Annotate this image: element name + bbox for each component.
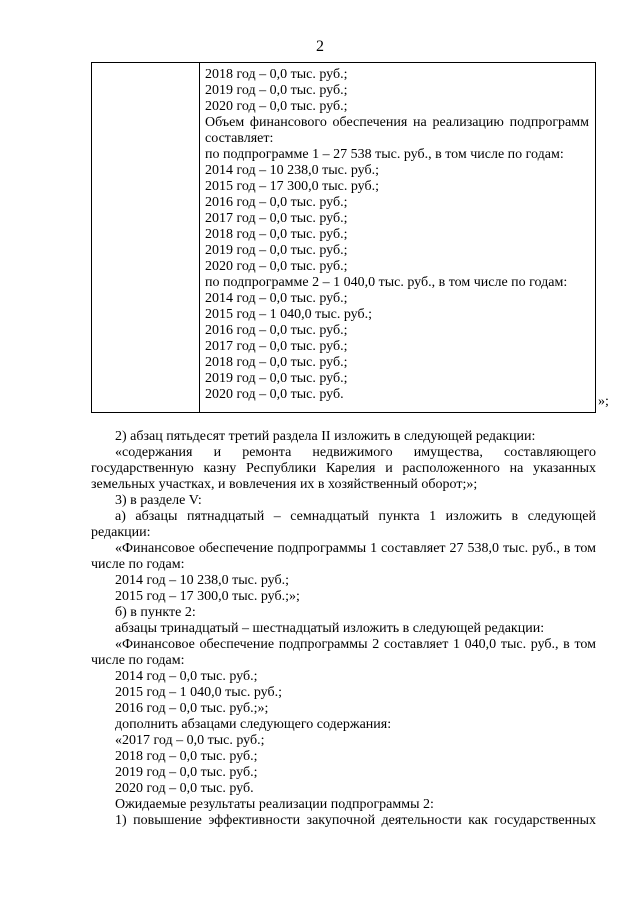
table-line: 2019 год – 0,0 тыс. руб.; [205, 83, 348, 98]
paragraph: 2016 год – 0,0 тыс. руб.;»; [115, 701, 269, 716]
table-line: 2015 год – 17 300,0 тыс. руб.; [205, 179, 379, 194]
paragraph: 2019 год – 0,0 тыс. руб.; [115, 765, 258, 780]
paragraph: б) в пункте 2: [115, 605, 196, 620]
table-line: 2016 год – 0,0 тыс. руб.; [205, 323, 348, 338]
paragraph: Ожидаемые результаты реализации подпрограммы 2: [115, 797, 434, 812]
table-line: Объем финансового обеспечения на реализацию подпрограмм [205, 115, 589, 130]
paragraph: 2020 год – 0,0 тыс. руб. [115, 781, 254, 796]
paragraph: 2018 год – 0,0 тыс. руб.; [115, 749, 258, 764]
table-cell-content [205, 67, 589, 403]
table-line: 2017 год – 0,0 тыс. руб.; [205, 211, 348, 226]
table-line: составляет: [205, 131, 274, 146]
paragraph: «Финансовое обеспечение подпрограммы 1 составляет 27 538,0 тыс. руб., в том числе по годам: [91, 541, 596, 572]
paragraph: 1) повышение эффективности закупочной деятельности как государственных [115, 813, 596, 828]
table-line: 2018 год – 0,0 тыс. руб.; [205, 227, 348, 242]
paragraph: «2017 год – 0,0 тыс. руб.; [115, 733, 265, 748]
table-line: 2015 год – 1 040,0 тыс. руб.; [205, 307, 372, 322]
paragraph: абзацы тринадцатый – шестнадцатый изложить в следующей редакции: [115, 621, 545, 636]
paragraph: 2015 год – 17 300,0 тыс. руб.;»; [115, 589, 300, 604]
table-line: 2014 год – 10 238,0 тыс. руб.; [205, 163, 379, 178]
body-text [91, 429, 596, 829]
table-line: 2019 год – 0,0 тыс. руб.; [205, 243, 348, 258]
paragraph: 2014 год – 10 238,0 тыс. руб.; [115, 573, 289, 588]
table-line: по подпрограмме 1 – 27 538 тыс. руб., в том числе по годам: [205, 147, 564, 162]
table-line: 2016 год – 0,0 тыс. руб.; [205, 195, 348, 210]
paragraph: 3) в разделе V: [115, 493, 202, 508]
table [91, 62, 596, 413]
table-line: 2020 год – 0,0 тыс. руб.; [205, 259, 348, 274]
paragraph: «содержания и ремонта недвижимого имущества, составляющего государственную казну Республики Карелия и расположенного на указанных земельных участках, и вовлечения их в хозяйственный оборот;»; [91, 445, 596, 492]
paragraph: 2) абзац пятьдесят третий раздела II изложить в следующей редакции: [115, 429, 536, 444]
table-line: 2014 год – 0,0 тыс. руб.; [205, 291, 348, 306]
page-number: 2 [316, 38, 324, 55]
paragraph: 2015 год – 1 040,0 тыс. руб.; [115, 685, 282, 700]
paragraph: а) абзацы пятнадцатый – семнадцатый пункта 1 изложить в следующей редакции: [91, 509, 596, 540]
table-line: по подпрограмме 2 – 1 040,0 тыс. руб., в том числе по годам: [205, 275, 568, 290]
table-column-divider [199, 63, 200, 412]
table-line: 2019 год – 0,0 тыс. руб.; [205, 371, 348, 386]
table-line: 2020 год – 0,0 тыс. руб.; [205, 99, 348, 114]
closing-quote-mark: »; [598, 394, 609, 409]
table-line: 2018 год – 0,0 тыс. руб.; [205, 355, 348, 370]
table-line: 2018 год – 0,0 тыс. руб.; [205, 67, 348, 82]
paragraph: 2014 год – 0,0 тыс. руб.; [115, 669, 258, 684]
table-line: 2020 год – 0,0 тыс. руб. [205, 387, 344, 402]
paragraph: дополнить абзацами следующего содержания: [115, 717, 392, 732]
paragraph: «Финансовое обеспечение подпрограммы 2 составляет 1 040,0 тыс. руб., в том числе по годам: [91, 637, 596, 668]
table-line: 2017 год – 0,0 тыс. руб.; [205, 339, 348, 354]
